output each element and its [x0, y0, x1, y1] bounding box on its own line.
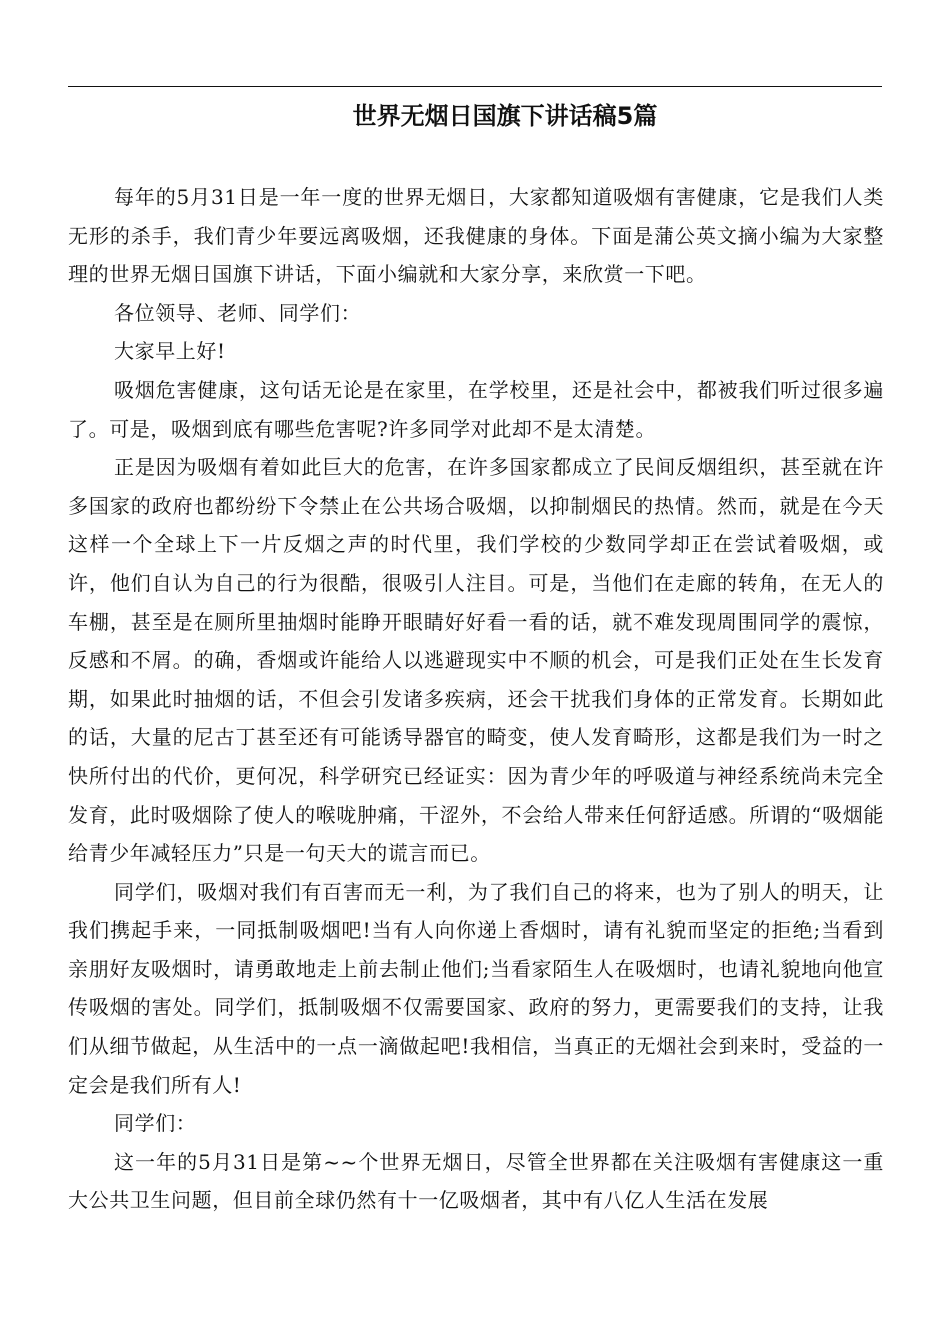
document-title: 世界无烟日国旗下讲话稿5篇	[352, 102, 658, 130]
body-paragraph: 同学们，吸烟对我们有百害而无一利，为了我们自己的将来，也为了别人的明天，让我们携起手来，一同抵制吸烟吧!当有人向你递上香烟时，请有礼貌而坚定的拒绝;当看到亲朋好友吸烟时，请勇敢地走上前去制止他们;当看家陌生人在吸烟时，也请礼貌地向他宣传吸烟的害处。同学们，抵制吸烟不仅需要国家、政府的努力，更需要我们的支持，让我们从细节做起，从生活中的一点一滴做起吧!我相信，当真正的无烟社会到来时，受益的一定会是我们所有人!	[68, 879, 884, 1097]
body-paragraph: 正是因为吸烟有着如此巨大的危害，在许多国家都成立了民间反烟组织，甚至就在许多国家的政府也都纷纷下令禁止在公共场合吸烟，以抑制烟民的热情。然而，就是在今天这样一个全球上下一片反烟之声的时代里，我们学校的少数同学却正在尝试着吸烟，或许，他们自认为自己的行为很酷，很吸引人注目。可是，当他们在走廊的转角，在无人的车棚，甚至是在厕所里抽烟时能睁开眼睛好好看一看的话，就不难发现周围同学的震惊，反感和不屑。的确，香烟或许能给人以逃避现实中不顺的机会，可是我们正处在生长发育期，如果此时抽烟的话，不但会引发诸多疾病，还会干扰我们身体的正常发育。长期如此的话，大量的尼古丁甚至还有可能诱导器官的畸变，使人发育畸形，这都是我们为一时之快所付出的代价，更何况，科学研究已经证实：因为青少年的呼吸道与神经系统尚未完全发育，此时吸烟除了使人的喉咙肿痛，干涩外，不会给人带来任何舒适感。所谓的“吸烟能给青少年减轻压力”只是一句天大的谎言而已。	[68, 455, 884, 866]
salutation-paragraph: 各位领导、老师、同学们：	[114, 300, 362, 325]
document-body	[68, 178, 884, 1220]
body-paragraph: 这一年的5月31日是第~~个世界无烟日，尽管全世界都在关注吸烟有害健康这一重大公共卫生问题，但目前全球仍然有十一亿吸烟者，其中有八亿人生活在发展	[68, 1149, 884, 1213]
intro-paragraph: 每年的5月31日是一年一度的世界无烟日，大家都知道吸烟有害健康，它是我们人类无形的杀手，我们青少年要远离吸烟，还我健康的身体。下面是蒲公英文摘小编为大家整理的世界无烟日国旗下讲话，下面小编就和大家分享，来欣赏一下吧。	[68, 185, 884, 287]
salutation-paragraph: 同学们：	[114, 1111, 197, 1136]
greeting-paragraph: 大家早上好!	[114, 339, 226, 364]
header-rule	[68, 86, 882, 87]
body-paragraph: 吸烟危害健康，这句话无论是在家里，在学校里，还是社会中，都被我们听过很多遍了。可是，吸烟到底有哪些危害呢?许多同学对此却不是太清楚。	[68, 377, 884, 441]
